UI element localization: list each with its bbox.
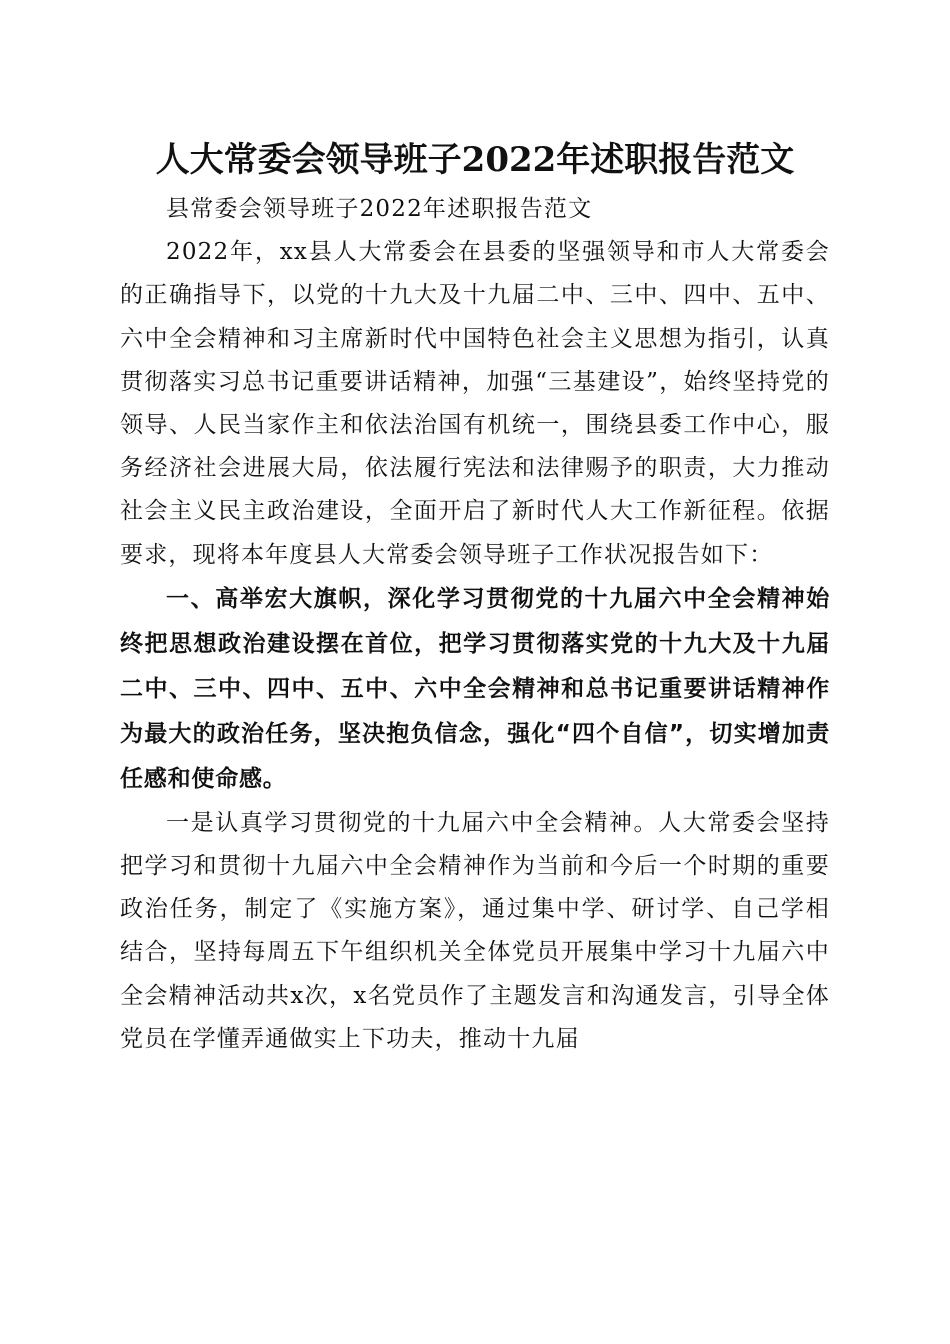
document-title: 人大常委会领导班子2022年述职报告范文 (155, 140, 795, 180)
section-heading-paragraph: 一、高举宏大旗帜，深化学习贯彻党的十九届六中全会精神始终把思想政治建设摆在首位，把学习贯彻落实党的十九大及十九届二中、三中、四中、五中、六中全会精神和总书记重要讲话精神作为最大的政治任务，坚决抱负信念，强化“四个自信”，切实增加责任感和使命感。 (120, 585, 830, 792)
document-body (120, 188, 830, 1061)
subtitle-paragraph: 县常委会领导班子2022年述职报告范文 (166, 196, 593, 222)
intro-paragraph: 2022年，xx县人大常委会在县委的坚强领导和市人大常委会的正确指导下，以党的十九大及十九届二中、三中、四中、五中、六中全会精神和习主席新时代中国特色社会主义思想为指引，认真贯彻落实习总书记重要讲话精神，加强“三基建设”，始终坚持党的领导、人民当家作主和依法治国有机统一，围绕县委工作中心，服务经济社会进展大局，依法履行宪法和法律赐予的职责，大力推动社会主义民主政治建设，全面开启了新时代人大工作新征程。依据要求，现将本年度县人大常委会领导班子工作状况报告如下： (120, 239, 830, 568)
body-paragraph: 一是认真学习贯彻党的十九届六中全会精神。人大常委会坚持把学习和贯彻十九届六中全会精神作为当前和今后一个时期的重要政治任务，制定了《实施方案》，通过集中学、研讨学、自己学相结合，坚持每周五下午组织机关全体党员开展集中学习十九届六中全会精神活动共x次，x名党员作了主题发言和沟通发言，引导全体党员在学懂弄通做实上下功夫，推动十九届 (120, 809, 830, 1052)
